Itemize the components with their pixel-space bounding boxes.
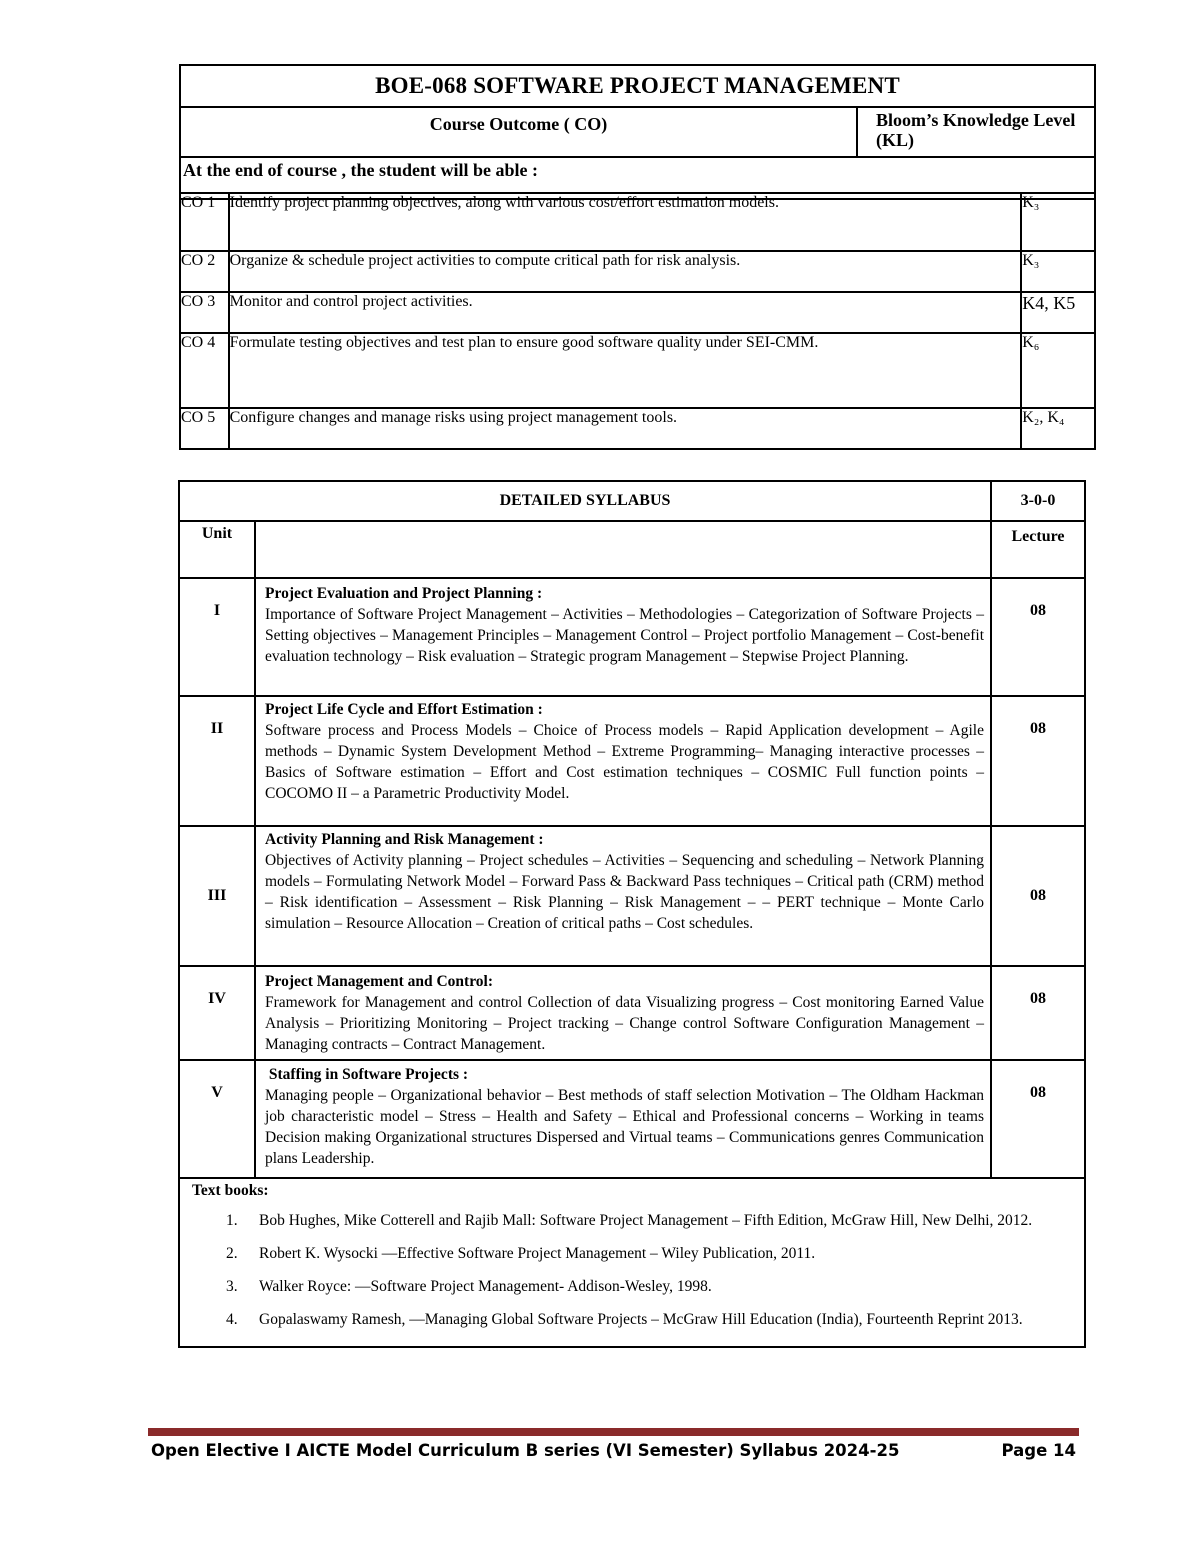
textbook-text: Walker Royce: —Software Project Management- Addison-Wesley, 1998.	[259, 1278, 712, 1295]
ltp-value: 3-0-0	[991, 481, 1085, 521]
co-description: Configure changes and manage risks using project management tools.	[229, 408, 1022, 449]
course-intro: At the end of course , the student will be able :	[180, 157, 1095, 199]
co-description: Monitor and control project activities.	[229, 292, 1022, 333]
textbooks-label: Text books:	[192, 1182, 269, 1199]
unit-lectures: 08	[991, 696, 1085, 826]
textbook-number: 1.	[226, 1212, 238, 1229]
textbooks-list	[192, 1210, 1074, 1330]
lecture-column-header: Lecture	[991, 521, 1085, 578]
course-title: BOE-068 SOFTWARE PROJECT MANAGEMENT	[180, 65, 1095, 107]
textbook-number: 4.	[226, 1311, 238, 1328]
textbook-item	[192, 1243, 1074, 1264]
textbook-item	[192, 1210, 1074, 1231]
unit-row	[179, 1060, 1085, 1178]
co-id: CO 3	[180, 292, 229, 333]
co-knowledge-level: K₆	[1021, 333, 1095, 408]
page-number: Page 14	[1001, 1441, 1076, 1460]
unit-number: I	[179, 578, 255, 696]
textbook-number: 2.	[226, 1245, 238, 1262]
co-knowledge-level: K4, K5	[1021, 292, 1095, 333]
unit-lectures: 08	[991, 826, 1085, 966]
co-description: Formulate testing objectives and test plan to ensure good software quality under SEI-CMM.	[229, 333, 1022, 408]
co-row	[180, 251, 1095, 292]
unit-number: V	[179, 1060, 255, 1178]
textbook-text: Robert K. Wysocki —Effective Software Project Management – Wiley Publication, 2011.	[259, 1245, 816, 1262]
co-id: CO 5	[180, 408, 229, 449]
unit-title: Project Management and Control:	[265, 973, 494, 990]
topic-column-header	[255, 521, 991, 578]
unit-topics: Importance of Software Project Management – Activities – Methodologies – Categorization of Software Projects – Setting objectives – Management Principles – Management Control – Project portfolio Management – Cost-benefit evaluation technology – Risk evaluation – Strategic program Management – Stepwise Project Planning.	[265, 606, 984, 665]
co-knowledge-level: K₂, K₄	[1021, 408, 1095, 449]
bloom-level-header: Bloom’s Knowledge Level (KL)	[857, 107, 1095, 157]
textbooks-row	[179, 1178, 1085, 1347]
unit-content	[255, 578, 991, 696]
unit-topics: Software process and Process Models – Choice of Process models – Rapid Application development – Agile methods – Dynamic System Development Method – Extreme Programming– Managing interactive processes – Basics of Software estimation – Effort and Cost estimation techniques – COSMIC Full function points – COCOMO II – a Parametric Productivity Model.	[265, 722, 984, 802]
unit-lectures: 08	[991, 1060, 1085, 1178]
co-row	[180, 193, 1095, 251]
unit-topics: Objectives of Activity planning – Project schedules – Activities – Sequencing and scheduling – Network Planning models – Formulating Network Model – Forward Pass & Backward Pass techniques – Critical path (CRM) method – Risk identification – Assessment – Risk Planning – Risk Management – – PERT technique – Monte Carlo simulation – Resource Allocation – Creation of critical paths – Cost schedules.	[265, 852, 984, 932]
course-outcome-list	[179, 192, 1096, 450]
unit-row	[179, 696, 1085, 826]
co-row	[180, 333, 1095, 408]
co-knowledge-level: K₃	[1021, 251, 1095, 292]
textbook-number: 3.	[226, 1278, 238, 1295]
textbook-text: Bob Hughes, Mike Cotterell and Rajib Mall: Software Project Management – Fifth Edition, McGraw Hill, New Delhi, 2012.	[259, 1212, 1033, 1229]
co-description: Organize & schedule project activities to compute critical path for risk analysis.	[229, 251, 1022, 292]
unit-content	[255, 1060, 991, 1178]
co-id: CO 2	[180, 251, 229, 292]
unit-title: Staffing in Software Projects :	[265, 1066, 469, 1083]
co-knowledge-level: K₃	[1021, 193, 1095, 251]
unit-content	[255, 696, 991, 826]
co-id: CO 1	[180, 193, 229, 251]
unit-title: Activity Planning and Risk Management :	[265, 831, 544, 848]
unit-column-header: Unit	[179, 521, 255, 578]
unit-lectures: 08	[991, 966, 1085, 1060]
unit-number: III	[179, 826, 255, 966]
course-outcome-header: Course Outcome ( CO)	[180, 107, 857, 157]
unit-row	[179, 966, 1085, 1060]
textbook-item	[192, 1309, 1074, 1330]
unit-lectures: 08	[991, 578, 1085, 696]
unit-number: IV	[179, 966, 255, 1060]
unit-row	[179, 826, 1085, 966]
textbooks-section	[179, 1178, 1085, 1347]
co-row	[180, 408, 1095, 449]
co-row	[180, 292, 1095, 333]
footer-title: Open Elective I AICTE Model Curriculum B series (VI Semester) Syllabus 2024-25	[151, 1441, 900, 1460]
course-outcome-table	[179, 64, 1096, 200]
syllabus-header: DETAILED SYLLABUS	[179, 481, 991, 521]
footer-divider	[148, 1428, 1079, 1436]
co-id: CO 4	[180, 333, 229, 408]
unit-number: II	[179, 696, 255, 826]
unit-topics: Framework for Management and control Collection of data Visualizing progress – Cost monitoring Earned Value Analysis – Prioritizing Monitoring – Project tracking – Change control Software Configuration Management – Managing contracts – Contract Management.	[265, 994, 984, 1053]
unit-row	[179, 578, 1085, 696]
unit-content	[255, 826, 991, 966]
unit-title: Project Life Cycle and Effort Estimation :	[265, 701, 543, 718]
co-description: Identify project planning objectives, along with various cost/effort estimation models.	[229, 193, 1022, 251]
unit-content	[255, 966, 991, 1060]
textbook-item	[192, 1276, 1074, 1297]
unit-title: Project Evaluation and Project Planning :	[265, 585, 543, 602]
detailed-syllabus-table	[178, 480, 1086, 1348]
textbook-text: Gopalaswamy Ramesh, —Managing Global Software Projects – McGraw Hill Education (India), Fourteenth Reprint 2013.	[259, 1311, 1023, 1328]
unit-topics: Managing people – Organizational behavior – Best methods of staff selection Motivation – The Oldham Hackman job characteristic model – Stress – Health and Safety – Ethical and Professional concerns – Working in teams Decision making Organizational structures Dispersed and Virtual teams – Communications genres Communication plans Leadership.	[265, 1087, 984, 1167]
